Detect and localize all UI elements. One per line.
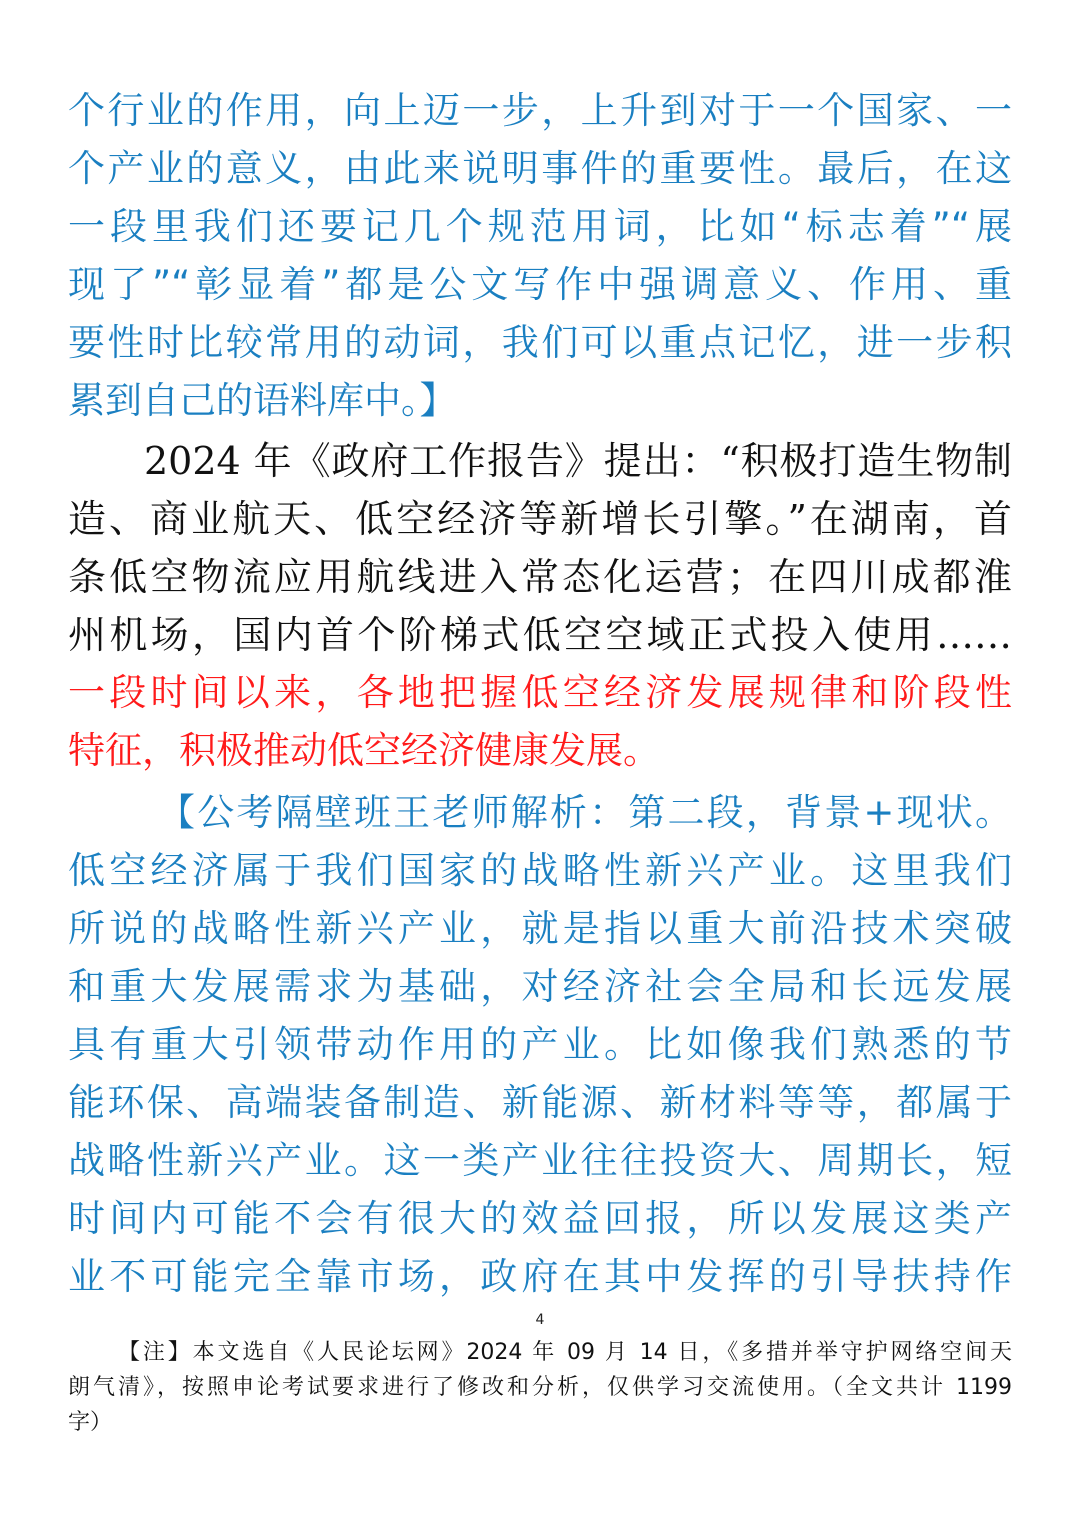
footnote-line: 朗气清》，按照申论考试要求进行了修改和分析，仅供学习交流使用。（全文共计 1199 [68,1375,1012,1400]
page-number: 4 [535,1312,545,1328]
analysis-line: 战略性新兴产业。这一类产业往往投资大、周期长，短 [68,1139,1012,1182]
analysis-line: 和重大发展需求为基础，对经济社会全局和长远发展 [68,965,1012,1008]
analysis-line: 个行业的作用，向上迈一步，上升到对于一个国家、一 [68,89,1012,132]
body-line: 2024 年《政府工作报告》提出：“积极打造生物制 [144,439,1012,483]
highlight-line: 特征，积极推动低空经济健康发展。 [68,729,660,772]
analysis-line: 【公考隔壁班王老师解析：第二段，背景+现状。 [158,791,1012,834]
analysis-line: 具有重大引领带动作用的产业。比如像我们熟悉的节 [68,1023,1012,1066]
analysis-line: 要性时比较常用的动词，我们可以重点记忆，进一步积 [68,321,1012,364]
analysis-line: 所说的战略性新兴产业，就是指以重大前沿技术突破 [68,907,1012,950]
body-line: 州机场，国内首个阶梯式低空空域正式投入使用…… [68,613,1012,657]
footnote [68,1335,1012,1440]
analysis-line: 时间内可能不会有很大的效益回报，所以发展这类产 [68,1197,1012,1240]
body-line: 条低空物流应用航线进入常态化运营；在四川成都淮 [68,555,1012,599]
analysis-line: 低空经济属于我们国家的战略性新兴产业。这里我们 [68,849,1012,892]
footnote-line: 字） [68,1410,113,1435]
footnote-line: 【注】本文选自《人民论坛网》2024 年 09 月 14 日，《多措并举守护网络空间天 [118,1340,1012,1365]
analysis-line: 累到自己的语料库中。】 [68,379,457,422]
body-line: 造、商业航天、低空经济等新增长引擎。”在湖南，首 [68,497,1012,541]
analysis-line: 现了”“彰显着”都是公文写作中强调意义、作用、重 [68,263,1012,306]
analysis-line: 业不可能完全靠市场，政府在其中发挥的引导扶持作 [68,1255,1012,1298]
analysis-line: 能环保、高端装备制造、新能源、新材料等等，都属于 [68,1081,1012,1124]
highlight-line: 一段时间以来，各地把握低空经济发展规律和阶段性 [68,671,1012,714]
analysis-line: 一段里我们还要记几个规范用词，比如“标志着”“展 [68,205,1012,248]
analysis-line: 个产业的意义，由此来说明事件的重要性。最后，在这 [68,147,1012,190]
